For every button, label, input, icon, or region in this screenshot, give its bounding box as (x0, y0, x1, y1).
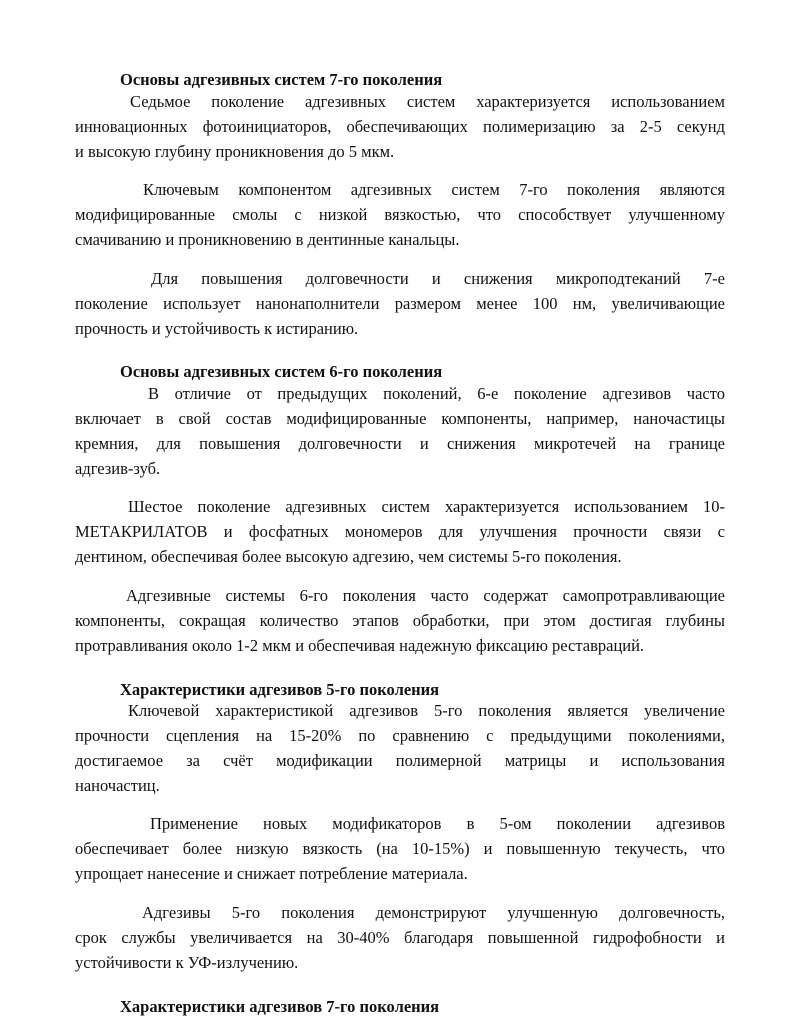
paragraph-line: протравливания около 1-2 мкм и обеспечивая надежную фиксацию реставраций. (75, 636, 645, 655)
paragraph-line: модифицированные смолы с низкой вязкостью, что способствует улучшенному (75, 205, 725, 224)
paragraph-line: МЕТАКРИЛАТОВ и фосфатных мономеров для улучшения прочности связи с (75, 522, 725, 541)
paragraph-line: прочности сцепления на 15-20% по сравнению с предыдущими поколениями, (75, 726, 725, 745)
paragraph (75, 900, 725, 975)
paragraph-line: смачиванию и проникновению в дентинные канальцы. (75, 230, 460, 249)
paragraph (75, 114, 725, 164)
paragraph-line: срок службы увеличивается на 30-40% благодаря повышенной гидрофобности и (75, 928, 725, 947)
paragraph-line: адгезив-зуб. (75, 459, 161, 478)
paragraph-line: Для повышения долговечности и снижения микроподтеканий 7-е (151, 269, 725, 288)
section-heading: Характеристики адгезивов 7-го поколения (120, 997, 440, 1016)
paragraph-line: поколение использует нанонаполнители размером менее 100 нм, увеличивающие (75, 294, 725, 313)
paragraph (75, 266, 725, 341)
paragraph-line: Применение новых модификаторов в 5-ом поколении адгезивов (150, 814, 725, 833)
paragraph-line: Седьмое поколение адгезивных систем характеризуется использованием (130, 92, 725, 111)
paragraph (75, 811, 725, 886)
paragraph (75, 89, 725, 114)
paragraph-line: обеспечивает более низкую вязкость (на 10-15%) и повышенную текучесть, что (75, 839, 725, 858)
paragraph-line: достигаемое за счёт модификации полимерной матрицы и использования (75, 751, 725, 770)
paragraph-line: наночастиц. (75, 776, 160, 795)
paragraph-line: Адгезивы 5-го поколения демонстрируют улучшенную долговечность, (142, 903, 725, 922)
paragraph-line: Адгезивные системы 6-го поколения часто содержат самопротравливающие (126, 586, 725, 605)
paragraph-line: прочность и устойчивость к истиранию. (75, 319, 359, 338)
section-heading: Основы адгезивных систем 6-го поколения (120, 362, 443, 381)
paragraph (75, 583, 725, 658)
section-heading: Характеристики адгезивов 5-го поколения (120, 680, 440, 699)
paragraph (75, 177, 725, 252)
paragraph-line: и высокую глубину проникновения до 5 мкм. (75, 142, 395, 161)
paragraph-line: Ключевым компонентом адгезивных систем 7-го поколения являются (143, 180, 725, 199)
paragraph (75, 494, 725, 569)
paragraph-line: упрощает нанесение и снижает потребление материала. (75, 864, 468, 883)
section-heading: Основы адгезивных систем 7-го поколения (120, 70, 443, 89)
paragraph-line: В отличие от предыдущих поколений, 6-е поколение адгезивов часто (148, 384, 725, 403)
paragraph-line: кремния, для повышения долговечности и снижения микротечей на границе (75, 434, 725, 453)
paragraph (75, 381, 725, 481)
paragraph-line: устойчивости к УФ-излучению. (75, 953, 299, 972)
paragraph-line: Шестое поколение адгезивных систем характеризуется использованием 10- (128, 497, 725, 516)
paragraph-line: Ключевой характеристикой адгезивов 5-го поколения является увеличение (128, 701, 725, 720)
paragraph-line: инновационных фотоинициаторов, обеспечивающих полимеризацию за 2-5 секунд (75, 117, 725, 136)
paragraph-line: дентином, обеспечивая более высокую адгезию, чем системы 5-го поколения. (75, 547, 622, 566)
paragraph-line: компоненты, сокращая количество этапов обработки, при этом достигая глубины (75, 611, 725, 630)
paragraph (75, 698, 725, 798)
paragraph-line: включает в свой состав модифицированные компоненты, например, наночастицы (75, 409, 725, 428)
